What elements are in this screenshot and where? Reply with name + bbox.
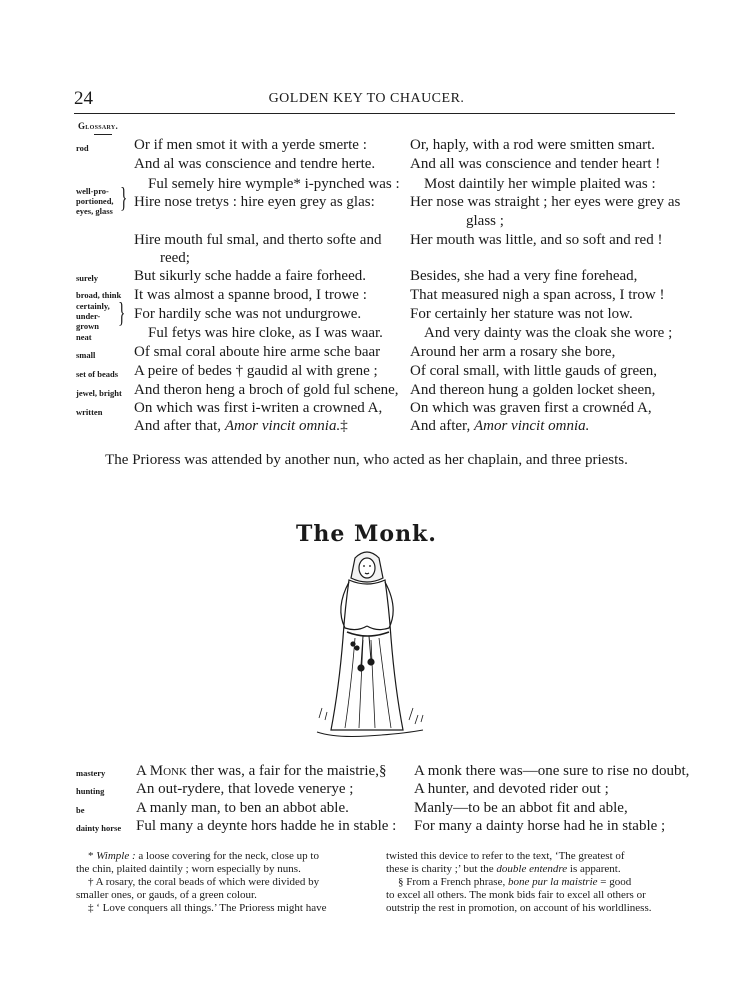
footnote-maistrie: § From a French phrase, bone pur la maistrie = good: [398, 876, 632, 888]
verse-left: Ful semely hire wymple* i-pynched was :: [148, 176, 400, 192]
verse-left: Ful fetys was hire cloke, as I was waar.: [148, 325, 383, 341]
monk-verse-right: For many a dainty horse had he in stable ;: [414, 818, 666, 834]
footnote-line: to excel all others. The monk bids fair to excel all others or: [386, 889, 646, 901]
verse-right: On which was graven first a crownéd A,: [410, 400, 652, 416]
glossary-heading: Glossary.: [78, 121, 119, 131]
verse-right: And thereon hung a golden locket sheen,: [410, 382, 656, 398]
footnote-line: twisted this device to refer to the text, ‘The greatest of: [386, 850, 625, 862]
footnote-line: these is charity ;’ but the double entendre is apparent.: [386, 863, 621, 875]
monk-verse-left: A manly man, to ben an abbot able.: [136, 800, 349, 816]
brace-1: }: [120, 183, 128, 214]
verse-left: Hire nose tretys : hire eyen grey as glas:: [134, 194, 375, 210]
verse-left: Of smal coral aboute hire arme sche baar: [134, 344, 381, 360]
footnote-rosary: † A rosary, the coral beads of which were divided by: [88, 876, 320, 888]
gloss-rod: rod: [76, 143, 89, 153]
monk-verse-left: An out-rydere, that lovede venerye ;: [136, 781, 354, 797]
gloss-under: under-: [76, 311, 101, 321]
verse-right: Of coral small, with little gauds of green,: [410, 363, 658, 379]
gloss-broad: broad, think: [76, 290, 122, 300]
verse-left-last: And after that, Amor vincit omnia.‡: [134, 418, 348, 434]
verse-right: For certainly her stature was not low.: [410, 306, 633, 322]
header-rule: [74, 113, 675, 114]
verse-right: Her nose was straight ; her eyes were grey as: [410, 194, 681, 210]
footnote-line: outstrip the rest in promotion, on account of his worldliness.: [386, 902, 652, 914]
gloss-proportioned: portioned,: [76, 196, 114, 206]
verse-left: For hardily sche was not undurgrowe.: [134, 306, 362, 322]
page-number: 24: [74, 88, 93, 109]
verse-left: And al was conscience and tendre herte.: [134, 156, 376, 172]
footnote-amor: ‡ ‘ Love conquers all things.’ The Prioress might have: [88, 902, 327, 914]
gloss-neat: neat: [76, 332, 92, 342]
verse-right: Her mouth was little, and so soft and red !: [410, 232, 663, 248]
prioress-note: The Prioress was attended by another nun, who acted as her chaplain, and three priests.: [105, 452, 628, 468]
gloss-beads: set of beads: [76, 369, 119, 379]
running-title: GOLDEN KEY TO CHAUCER.: [268, 91, 465, 106]
gloss-written: written: [76, 407, 103, 417]
gloss-hunting: hunting: [76, 786, 105, 796]
gloss-be: be: [76, 805, 85, 815]
monk-verse-right: A hunter, and devoted rider out ;: [414, 781, 609, 797]
verse-right: That measured nigh a span across, I trow !: [410, 287, 665, 303]
monk-verse-right: Manly—to be an abbot fit and able,: [414, 800, 628, 816]
verse-right-last: And after, Amor vincit omnia.: [410, 418, 590, 434]
verse-right: Most daintily her wimple plaited was :: [424, 176, 656, 192]
footnote-line: the chin, plaited daintily ; worn especially by nuns.: [76, 863, 301, 875]
verse-left: reed;: [160, 250, 190, 266]
verse-left: It was almost a spanne brood, I trowe :: [134, 287, 367, 303]
gloss-mastery: mastery: [76, 768, 106, 778]
verse-left: And theron heng a broch of gold ful schene,: [134, 382, 399, 398]
gloss-well-pro: well-pro-: [76, 186, 109, 196]
verse-right: And very dainty was the cloak she wore ;: [424, 325, 673, 341]
verse-left: But sikurly sche hadde a faire forheed.: [134, 268, 366, 284]
verse-right: Besides, she had a very fine forehead,: [410, 268, 638, 284]
footnote-wimple: * Wimple : a loose covering for the neck, close up to: [88, 850, 319, 862]
verse-right: And all was conscience and tender heart !: [410, 156, 661, 172]
gloss-small: small: [76, 350, 96, 360]
section-title-monk: The Monk.: [296, 521, 437, 547]
verse-left: Or if men smot it with a yerde smerte :: [134, 137, 367, 153]
gloss-certainly: certainly,: [76, 301, 110, 311]
gloss-jewel: jewel, bright: [76, 388, 122, 398]
verse-left: Hire mouth ful smal, and therto softe and: [134, 232, 382, 248]
monk-verse-left: Ful many a deynte hors hadde he in stable :: [136, 818, 397, 834]
verse-right: glass ;: [466, 213, 504, 229]
monk-verse-left-first: A Monk ther was, a fair for the maistrie,§: [136, 763, 387, 779]
gloss-grown: grown: [76, 321, 99, 331]
gloss-dainty-horse: dainty horse: [76, 823, 122, 833]
brace-2: }: [118, 298, 126, 329]
verse-left: A peire of bedes † gaudid al with grene ;: [134, 363, 378, 379]
footnote-line: smaller ones, or gauds, of a green colour.: [76, 889, 257, 901]
gloss-surely: surely: [76, 273, 99, 283]
glossary-underline: [94, 134, 112, 135]
verse-right: Around her arm a rosary she bore,: [410, 344, 616, 360]
monk-verse-right: A monk there was—one sure to rise no doubt,: [414, 763, 690, 779]
verse-right: Or, haply, with a rod were smitten smart.: [410, 137, 656, 153]
verse-left: On which was first i-writen a crowned A,: [134, 400, 383, 416]
gloss-eyes-glass: eyes, glass: [76, 206, 113, 216]
monk-illustration: [305, 548, 430, 748]
